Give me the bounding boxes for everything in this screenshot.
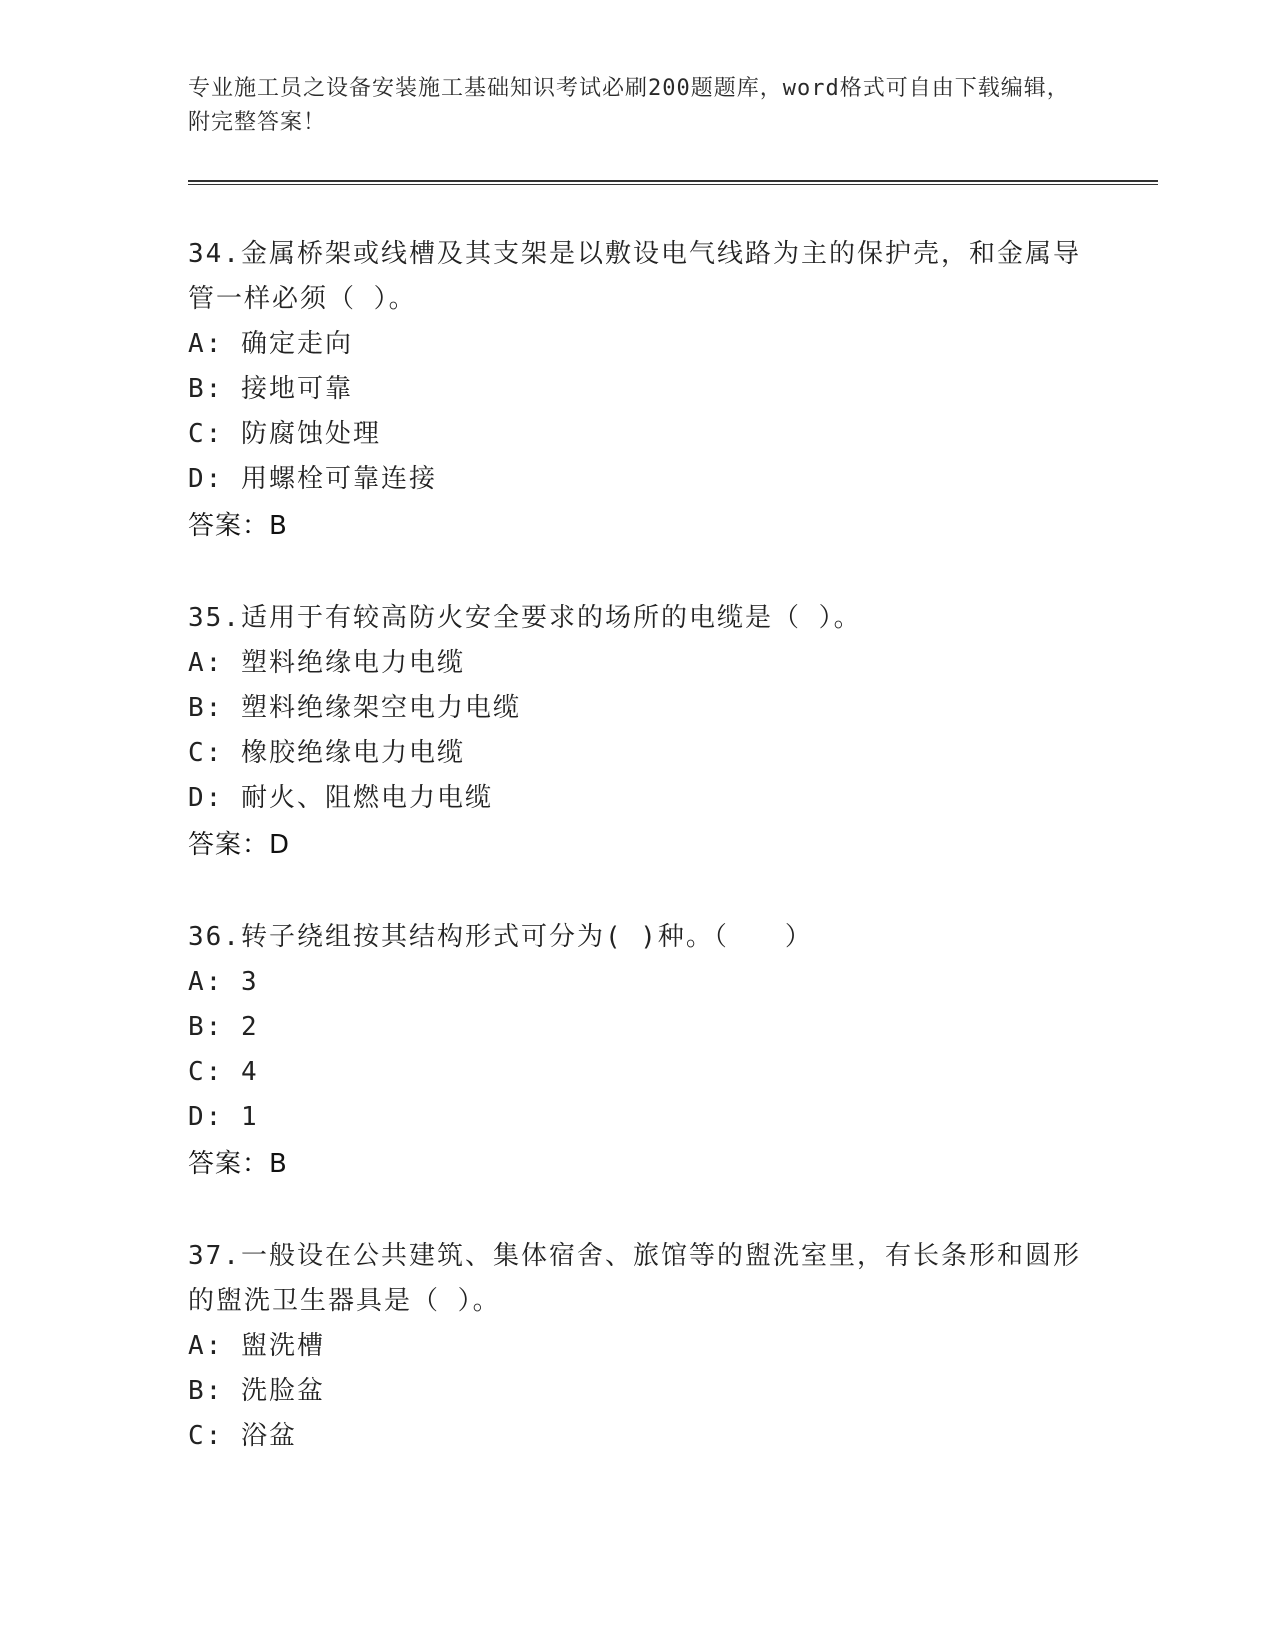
answer-line: 答案：D [188, 830, 291, 860]
question-34 [188, 232, 1088, 550]
question-35 [188, 596, 1088, 869]
document-header-title: 专业施工员之设备安装施工基础知识考试必刷200题题库，word格式可自由下载编辑，附完整答案！ [188, 76, 1070, 135]
option-a: A: 3 [188, 967, 259, 997]
option-b: B: 洗脸盆 [188, 1376, 325, 1406]
option-c: C: 橡胶绝缘电力电缆 [188, 738, 465, 768]
option-c: C: 浴盆 [188, 1421, 297, 1451]
question-text: 34.金属桥架或线槽及其支架是以敷设电气线路为主的保护壳，和金属导管一样必须（ ）。 [188, 239, 1081, 314]
option-d: D: 1 [188, 1102, 259, 1132]
option-a: A: 确定走向 [188, 329, 353, 359]
question-36 [188, 915, 1088, 1188]
option-c: C: 防腐蚀处理 [188, 419, 381, 449]
question-text: 36.转子绕组按其结构形式可分为( )种。（ ） [188, 922, 813, 952]
question-text: 37.一般设在公共建筑、集体宿舍、旅馆等的盥洗室里，有长条形和圆形的盥洗卫生器具是（ ）。 [188, 1241, 1081, 1316]
option-a: A: 塑料绝缘电力电缆 [188, 648, 465, 678]
option-b: B: 2 [188, 1012, 259, 1042]
question-list [188, 232, 1088, 1505]
header-divider-thin [188, 184, 1158, 185]
question-37 [188, 1234, 1088, 1459]
header-divider-thick [188, 180, 1158, 182]
option-b: B: 接地可靠 [188, 374, 353, 404]
answer-line: 答案：B [188, 511, 288, 541]
question-text: 35.适用于有较高防火安全要求的场所的电缆是（ ）。 [188, 603, 862, 633]
option-d: D: 耐火、阻燃电力电缆 [188, 783, 493, 813]
option-d: D: 用螺栓可靠连接 [188, 464, 437, 494]
option-c: C: 4 [188, 1057, 259, 1087]
option-a: A: 盥洗槽 [188, 1331, 325, 1361]
answer-line: 答案：B [188, 1149, 288, 1179]
option-b: B: 塑料绝缘架空电力电缆 [188, 693, 521, 723]
